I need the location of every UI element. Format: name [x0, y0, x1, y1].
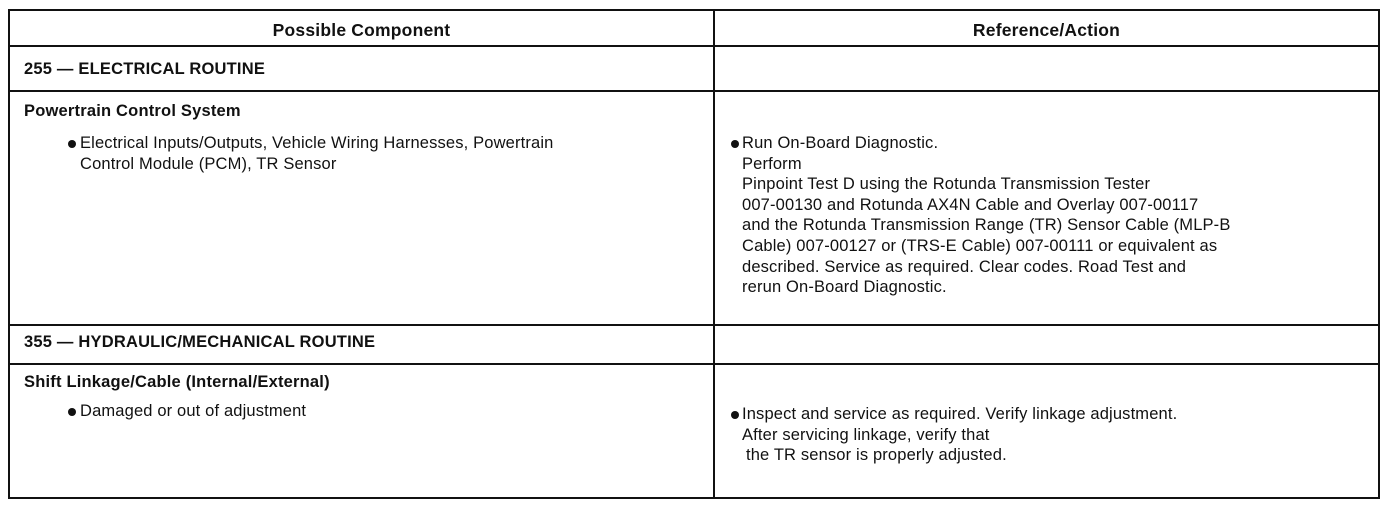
action-line: described. Service as required. Clear codes. Road Test and [742, 257, 1187, 276]
row-divider [10, 90, 1378, 92]
column-header-reference-action: Reference/Action [972, 20, 1121, 40]
action-line: Run On-Board Diagnostic. [742, 134, 939, 152]
component-line: Damaged or out of adjustment [80, 402, 307, 420]
component-group-title: Powertrain Control System [24, 102, 241, 120]
row-divider [10, 363, 1378, 365]
action-line: Cable) 007-00127 or (TRS-E Cable) 007-00111 or equivalent as [742, 236, 1218, 255]
row-divider [10, 324, 1378, 326]
bullet-icon [68, 408, 76, 416]
action-description [742, 404, 1177, 466]
action-line: Inspect and service as required. Verify linkage adjustment. [742, 405, 1178, 423]
bullet-icon [731, 140, 739, 148]
diagnostic-table [8, 9, 1380, 499]
action-line: and the Rotunda Transmission Range (TR) Sensor Cable (MLP-B [742, 216, 1231, 235]
column-divider [713, 11, 715, 497]
action-line: rerun On-Board Diagnostic. [742, 278, 947, 297]
action-line: Pinpoint Test D using the Rotunda Transmission Tester [742, 175, 1151, 194]
column-header-possible-component: Possible Component [272, 20, 451, 40]
component-line: Control Module (PCM), TR Sensor [80, 154, 337, 173]
section-code-title: 355 — HYDRAULIC/MECHANICAL ROUTINE [24, 333, 376, 351]
action-line: the TR sensor is properly adjusted. [746, 446, 1007, 465]
component-group-title: Shift Linkage/Cable (Internal/External) [24, 373, 330, 391]
action-line: Perform [742, 154, 802, 173]
component-description [80, 401, 306, 422]
action-line: After servicing linkage, verify that [742, 425, 990, 444]
section-code-title: 255 — ELECTRICAL ROUTINE [24, 60, 266, 78]
header-divider [10, 45, 1378, 47]
action-description [742, 133, 1231, 298]
component-line: Electrical Inputs/Outputs, Vehicle Wiring Harnesses, Powertrain [80, 134, 554, 152]
action-line: 007-00130 and Rotunda AX4N Cable and Overlay 007-00117 [742, 195, 1199, 214]
bullet-icon [731, 411, 739, 419]
bullet-icon [68, 140, 76, 148]
component-description [80, 133, 553, 174]
